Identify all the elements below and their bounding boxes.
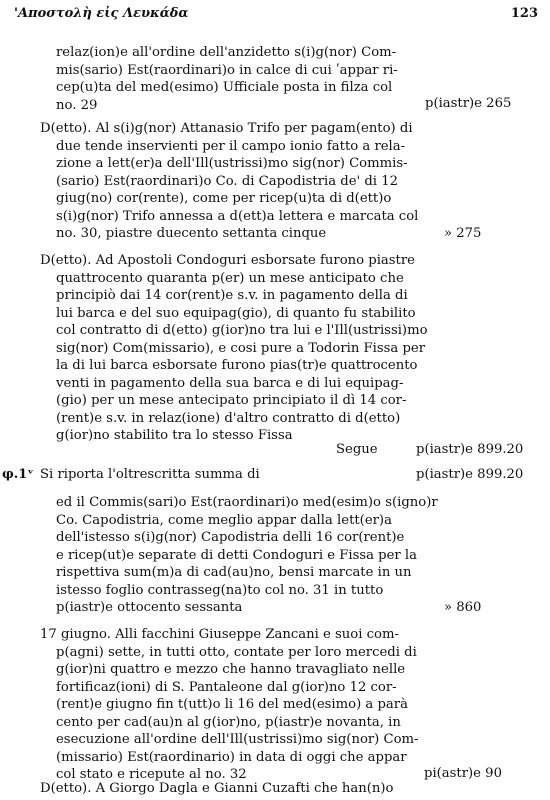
entry-amount: » 860 [444,600,482,615]
entry-paragraph: D(etto). A Giorgo Dagla e Gianni Cuzafti che han(n)o [40,781,394,796]
segue-label: Segue [336,442,378,457]
entry-paragraph: D(etto). Al s(i)g(nor) Attanasio Trifo per pagam(ento) di due tende inservienti per il campo ionio fatto a rela- zione a lett(er)a dell'Ill(ustrissi)mo sig(nor) Commis- (sario) Est(raordinari)o Co. di Capodistria de' di 12 giug(no) cor(rente), come per ricep(u)ta di d(ett)o s(i)g(nor) Trifo annessa a d(ett)a lettera e marcata col no. 30, piastre duecento settanta cinque [40,121,419,241]
entry-amount: pi(astr)e 90 [424,766,502,781]
subtotal-amount: p(iastr)e 899.20 [416,442,524,457]
page-number: 123 [510,6,538,21]
entry-amount: » 275 [444,226,482,241]
carried-forward-amount: p(iastr)e 899.20 [416,467,524,482]
carried-forward-text: Si riporta l'oltrescritta summa di [40,467,260,482]
entry-paragraph: D(etto). Ad Apostoli Condoguri esborsate furono piastre quattrocento quaranta p(er) un mese anticipato che principiò dai 14 cor(rent)e s.v. in pagamento della di lui barca e del suo equipag(gio), di quanto fu stabilito col contratto di d(etto) g(ior)no tra lui e l'Ill(ustrissi)mo sig(nor) Com(missario), e cosi pure a Todorin Fissa per la di lui barca esborsate furono pias(tr)e quattrocento venti in pagamento della sua barca e di lui equipag- (gio) per un mese antecipato principiato il dì 14 cor- (rent)e s.v. in relaz(ione) d'altro contratto di d(etto) g(ior)no stabilito tra lo stesso Fissa [40,253,428,443]
entry-amount: p(iastr)e 265 [425,96,512,111]
folio-marker: φ.1ᵛ [2,467,34,482]
entry-paragraph: ed il Commis(sari)o Est(raordinari)o med(esim)o s(igno)r Co. Capodistria, come meglio appar dalla lett(er)a dell'istesso s(i)g(nor) Capodistria delli 16 cor(rent)e e ricep(ut)e separate di detti Condoguri e Fissa per la rispettiva sum(m)a di cad(au)no, bensi marcate in un istesso foglio contrasseg(na)to col no. 31 in tutto p(iastr)e ottocento sessanta [56,495,438,615]
entry-paragraph: 17 giugno. Alli facchini Giuseppe Zancani e suoi com- p(agni) sette, in tutti otto, contate per loro mercedi di g(ior)ni quattro e mezzo che hanno travagliato nelle fortificaz(ioni) di S. Pantaleone dal g(ior)no 12 cor- (rent)e giugno fin t(utt)o li 16 del med(esimo) a parà cento per cad(au)n al g(ior)no, p(iastr)e novanta, in esecuzione all'ordine dell'Ill(ustrissi)mo sig(nor) Com- (missario) Est(raordinario) in data di oggi che appar col stato e ricepute al no. 32 [40,627,419,782]
entry-paragraph: relaz(ion)e all'ordine dell'anzidetto s(i)g(nor) Com- mis(sario) Est(raordinari)o in calce di cui ʹappar ri- cep(u)ta del med(esimo) Ufficiale posta in filza col no. 29 [56,45,398,113]
running-head: 'Αποστολὴ εἰς Λευκάδα [14,6,189,21]
